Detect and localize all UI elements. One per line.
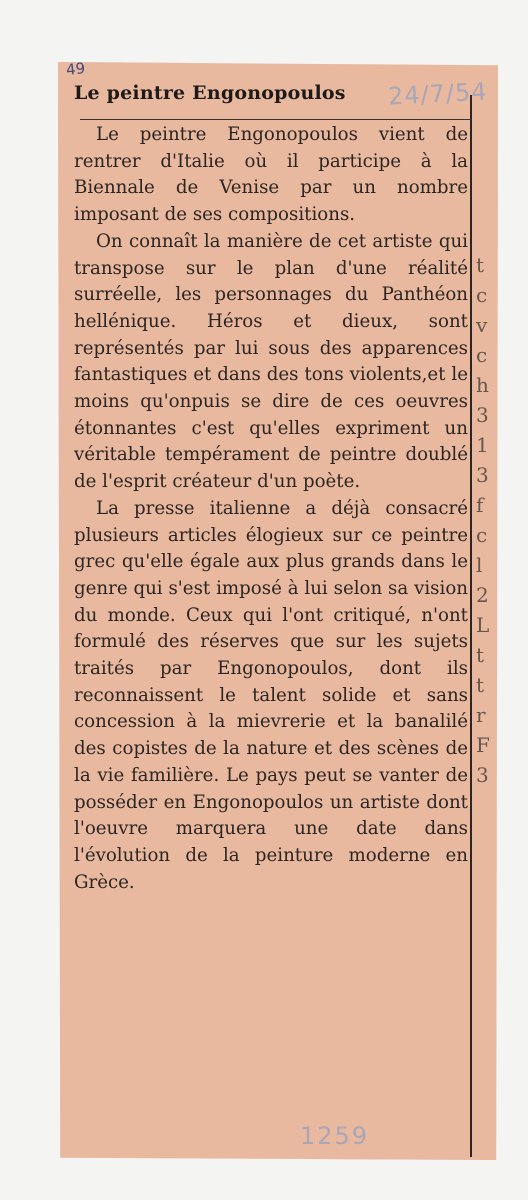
- bleed-char: h: [476, 373, 489, 397]
- bleed-char: 3: [476, 463, 489, 487]
- article-paragraph-3: La presse italienne a déjà consacré plusieurs articles élogieux sur ce peintre grec qu'elle égale aux plus grands dans le genre qui s'est imposé à lui selon sa vision du monde. Ceux qui l'ont critiqué, n'ont formulé des réserves que sur les sujets traités par Engonopoulos, dont ils reconnaissent le talent solide et sans concession à la mievrerie et la banalilé des copistes de la nature et des scènes de la vie familière. Le pays peut se vanter de posséder en Engonopoulos un artiste dont l'oeuvre marquera une date dans l'évolution de la peinture moderne en Grèce.: [74, 497, 468, 893]
- handwritten-bottom-number: 1259: [300, 1122, 370, 1150]
- handwritten-number: 49: [65, 59, 86, 79]
- bleed-char: L: [476, 613, 490, 637]
- bleed-char: f: [476, 493, 484, 517]
- bleed-char: t: [476, 643, 485, 667]
- bleed-char: t: [476, 673, 485, 697]
- bleed-char: 2: [476, 583, 489, 607]
- bleed-char: v: [476, 313, 488, 337]
- bleed-char: l: [476, 553, 483, 577]
- article-body: [74, 122, 468, 896]
- bleed-char: t: [476, 253, 485, 277]
- bleed-char: c: [476, 523, 488, 547]
- article-paragraph-2: On connaît la manière de cet artiste qui transpose sur le plan d'une réalité surréelle, les personnages du Panthéon hellénique. Héros et dieux, sont représentés par lui sous des apparences fantastiques et dans des tons violents,et le moins qu'onpuis se dire de ces oeuvres étonnantes c'est qu'elles expriment un véritable tempérament de peintre doublé de l'esprit créateur d'un poète.: [74, 230, 468, 493]
- article-headline: Le peintre Engonopoulos: [74, 82, 346, 104]
- article-paragraph-1: Le peintre Engonopoulos vient de rentrer d'Italie où il participe à la Biennale de Venise par un nombre imposant de ses compositions.: [74, 124, 468, 226]
- bleed-char: c: [476, 343, 488, 367]
- headline-rule: [80, 119, 472, 120]
- bleed-char: r: [476, 703, 486, 727]
- adjacent-column-bleed: [476, 250, 500, 1160]
- bleed-char: F: [476, 733, 490, 757]
- bleed-char: c: [476, 283, 488, 307]
- column-rule: [470, 95, 472, 1157]
- bleed-char: 3: [476, 403, 489, 427]
- bleed-char: 3: [476, 763, 489, 787]
- bleed-char: 1: [476, 433, 489, 457]
- handwritten-date: 24/7/54: [387, 77, 489, 111]
